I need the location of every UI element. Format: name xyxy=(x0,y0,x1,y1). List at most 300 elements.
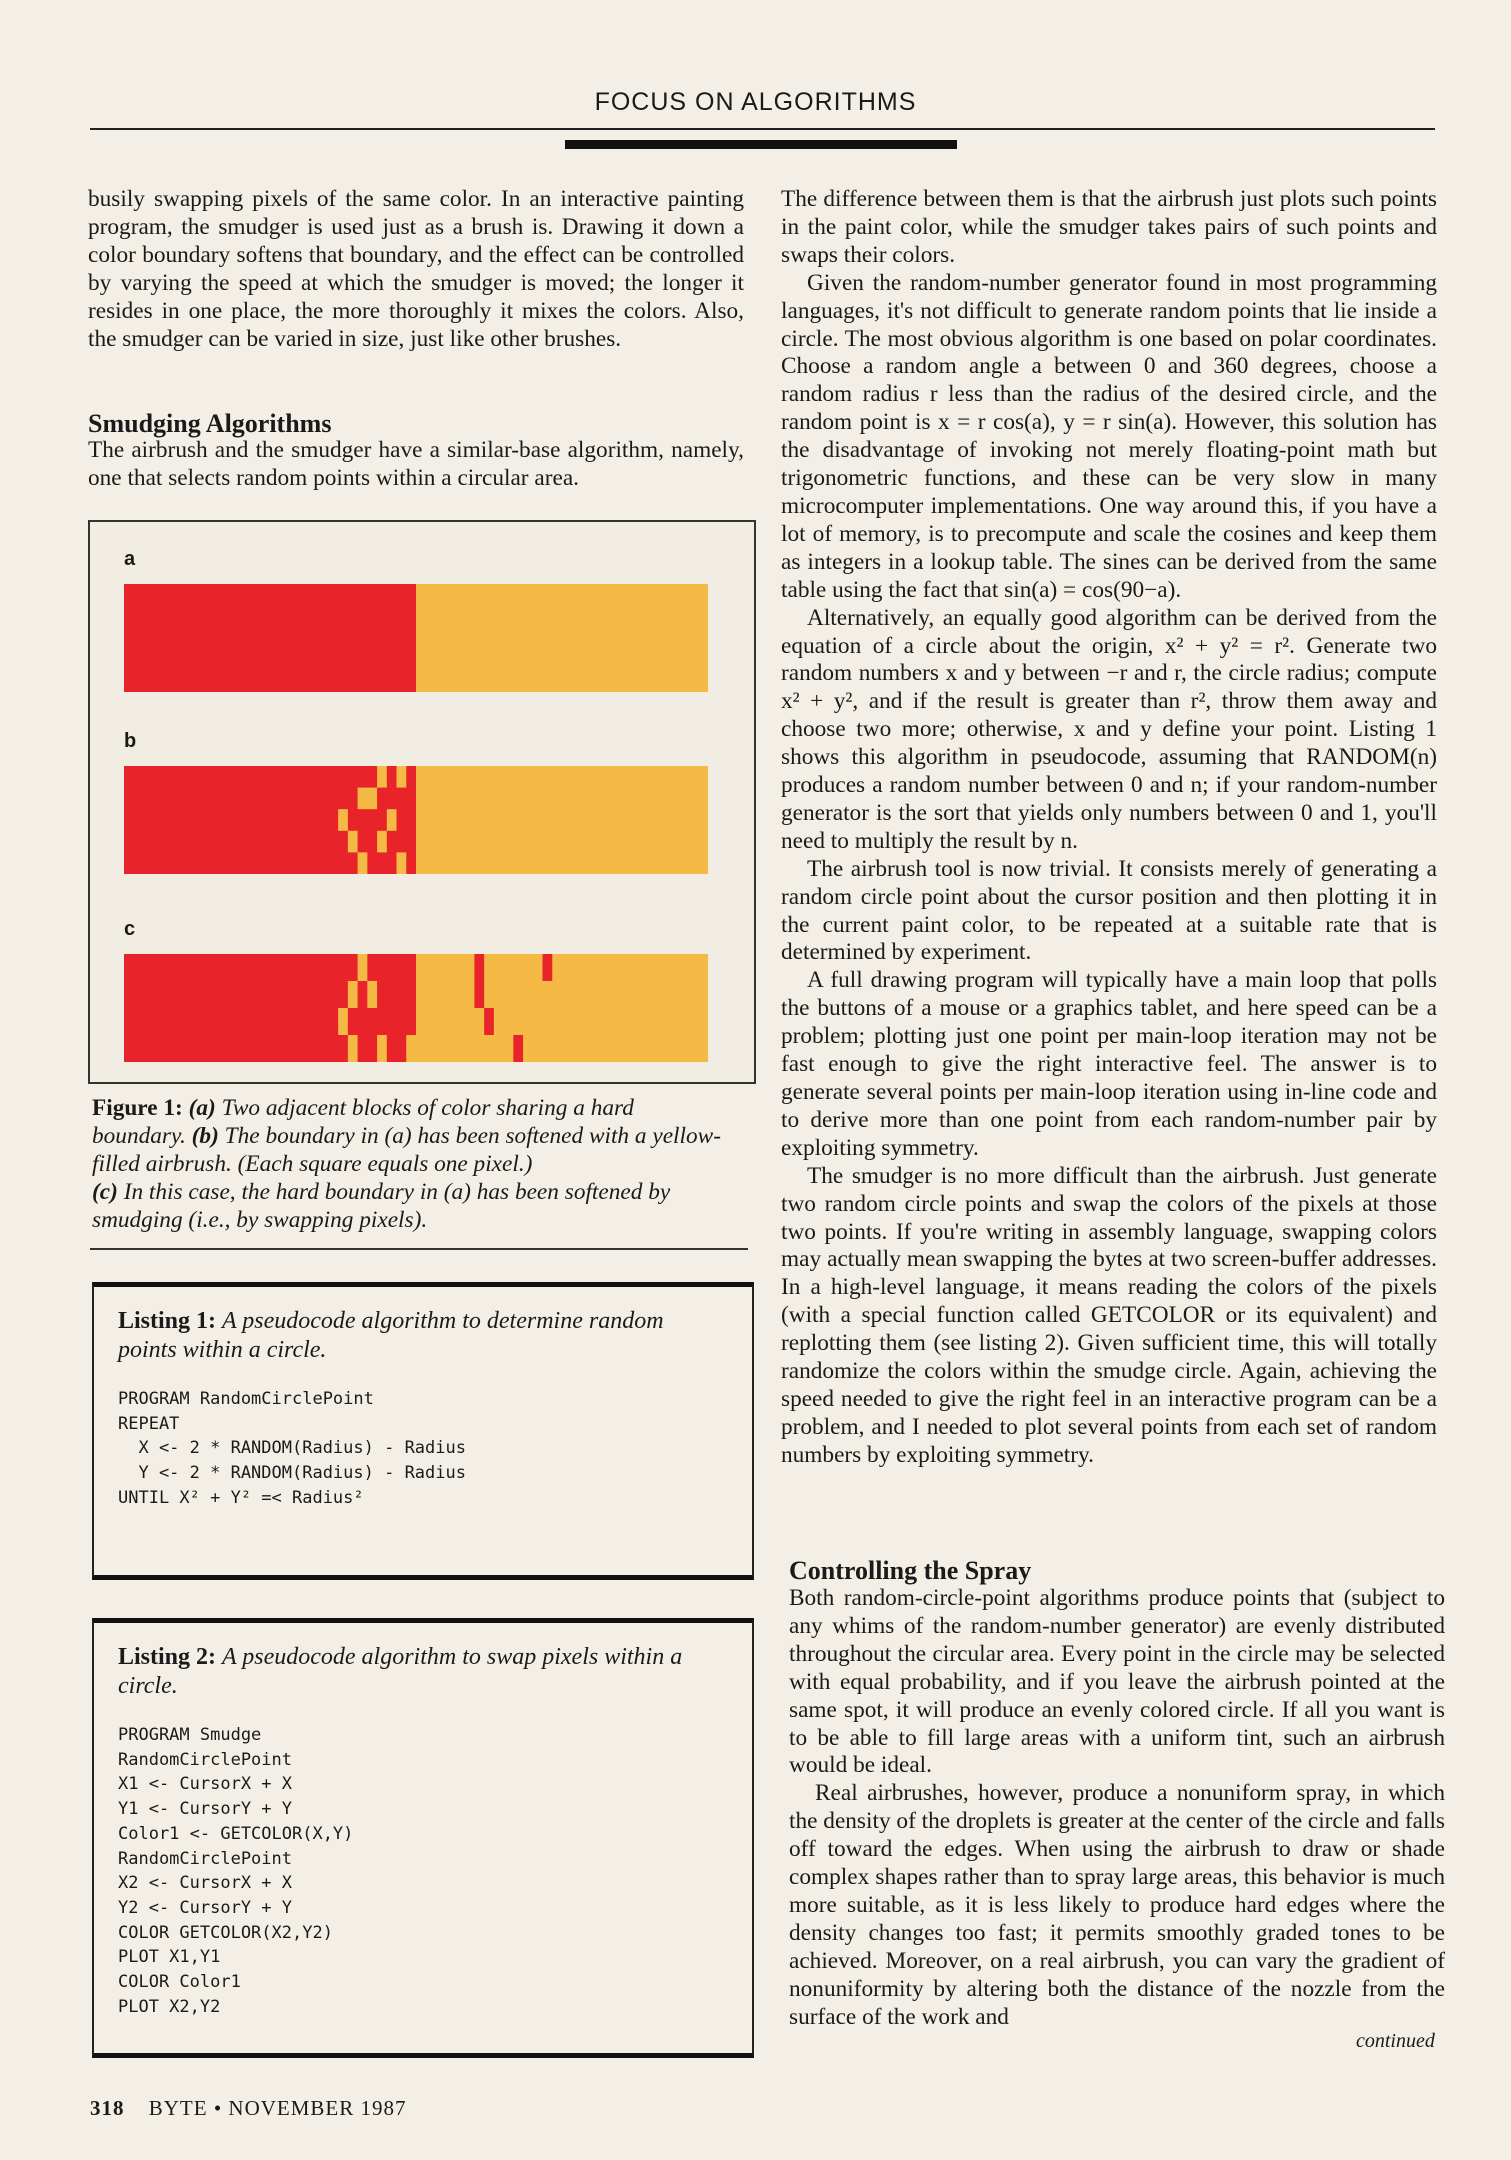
pixel-cell xyxy=(445,831,455,853)
pixel-cell xyxy=(358,981,368,1009)
pixel-cell xyxy=(270,1008,280,1036)
body-paragraph: The smudger is no more difficult than the airbrush. Just generate two random circle points and swap the colors of the pixels at those two points. If you're writing in assembly language, swapping colors may actually mean swapping the bytes at two screen-buffer addresses. In a high-level language, it means reading the colors of the pixels (with a special function called GETCOLOR or its equivalent) and replotting them (see listing 2). Given sufficient time, this will totally randomize the colors within the smudge circle. Again, achieving the speed needed to give the right feel in an interactive program can be a problem, and I needed to plot several points from each set of random numbers by exploiting symmetry. xyxy=(781,1162,1437,1468)
pixel-cell xyxy=(416,766,426,788)
pixel-cell xyxy=(124,954,134,982)
pixel-cell xyxy=(504,852,514,874)
pixel-cell xyxy=(319,852,329,874)
pixel-cell xyxy=(484,1035,494,1062)
pixel-cell xyxy=(212,1035,222,1062)
pixel-cell xyxy=(689,1035,699,1062)
pixel-cell xyxy=(513,1035,523,1062)
pixel-cell xyxy=(630,788,640,810)
pixel-cell xyxy=(251,1008,261,1036)
pixel-cell xyxy=(143,1035,153,1062)
pixel-cell xyxy=(202,981,212,1009)
pixel-cell xyxy=(377,1035,387,1062)
listing-1-label: Listing 1: xyxy=(118,1308,217,1334)
pixel-cell xyxy=(698,852,708,874)
pixel-cell xyxy=(280,1035,290,1062)
pixel-cell xyxy=(202,954,212,982)
pixel-cell xyxy=(533,1008,543,1036)
pixel-cell xyxy=(124,981,134,1009)
strip-c-pixels xyxy=(124,954,708,1062)
pixel-cell xyxy=(387,809,397,831)
pixel-cell xyxy=(562,766,572,788)
pixel-cell xyxy=(435,788,445,810)
pixel-cell xyxy=(581,1008,591,1036)
pixel-cell xyxy=(533,831,543,853)
pixel-cell xyxy=(231,831,241,853)
pixel-cell xyxy=(241,981,251,1009)
pixel-cell xyxy=(669,981,679,1009)
pixel-cell xyxy=(231,1008,241,1036)
pixel-cell xyxy=(581,1035,591,1062)
pixel-cell xyxy=(513,831,523,853)
pixel-cell xyxy=(543,788,553,810)
pixel-cell xyxy=(650,1035,660,1062)
pixel-cell xyxy=(192,1035,202,1062)
pixel-cell xyxy=(523,1008,533,1036)
pixel-cell xyxy=(270,981,280,1009)
pixel-cell xyxy=(241,954,251,982)
pixel-cell xyxy=(455,981,465,1009)
pixel-cell xyxy=(367,831,377,853)
pixel-cell xyxy=(397,852,407,874)
pixel-cell xyxy=(474,954,484,982)
pixel-cell xyxy=(387,1008,397,1036)
pixel-cell xyxy=(192,766,202,788)
code-line: PROGRAM RandomCirclePoint xyxy=(118,1389,374,1409)
pixel-cell xyxy=(679,981,689,1009)
pixel-cell xyxy=(358,809,368,831)
pixel-cell xyxy=(552,809,562,831)
pixel-cell xyxy=(406,981,416,1009)
pixel-cell xyxy=(698,831,708,853)
pixel-cell xyxy=(338,809,348,831)
pixel-cell xyxy=(299,1008,309,1036)
pixel-cell xyxy=(182,1008,192,1036)
pixel-cell xyxy=(601,1008,611,1036)
pixel-cell xyxy=(241,852,251,874)
body-paragraph: The airbrush tool is now trivial. It consists merely of generating a random circle point about the cursor position and then plotting it in the current paint color, to be repeated at a suitable rate that is determined by experiment. xyxy=(781,855,1437,966)
pixel-cell xyxy=(260,1035,270,1062)
running-header: FOCUS ON ALGORITHMS xyxy=(594,88,917,116)
pixel-cell xyxy=(348,852,358,874)
pixel-cell xyxy=(504,1008,514,1036)
pixel-cell xyxy=(562,1008,572,1036)
pixel-cell xyxy=(231,1035,241,1062)
pixel-cell xyxy=(202,809,212,831)
pixel-cell xyxy=(435,1008,445,1036)
pixel-cell xyxy=(221,1008,231,1036)
pixel-cell xyxy=(416,981,426,1009)
pixel-cell xyxy=(270,1035,280,1062)
pixel-cell xyxy=(698,809,708,831)
pixel-cell xyxy=(143,766,153,788)
pixel-cell xyxy=(358,954,368,982)
pixel-cell xyxy=(143,981,153,1009)
pixel-cell xyxy=(523,766,533,788)
pixel-cell xyxy=(543,809,553,831)
pixel-cell xyxy=(494,954,504,982)
pixel-cell xyxy=(435,981,445,1009)
pixel-cell xyxy=(289,788,299,810)
pixel-cell xyxy=(562,954,572,982)
pixel-cell xyxy=(328,766,338,788)
pixel-cell xyxy=(650,981,660,1009)
pixel-cell xyxy=(182,788,192,810)
pixel-cell xyxy=(562,788,572,810)
pixel-cell xyxy=(309,852,319,874)
pixel-cell xyxy=(251,788,261,810)
pixel-cell xyxy=(367,809,377,831)
pixel-cell xyxy=(630,1035,640,1062)
pixel-cell xyxy=(630,954,640,982)
pixel-cell xyxy=(630,852,640,874)
pixel-cell xyxy=(124,809,134,831)
pixel-cell xyxy=(494,1035,504,1062)
pixel-cell xyxy=(338,831,348,853)
pixel-cell xyxy=(377,809,387,831)
pixel-cell xyxy=(445,766,455,788)
pixel-cell xyxy=(173,788,183,810)
listing-1 xyxy=(92,1282,754,1580)
strip-a xyxy=(124,584,708,692)
pixel-cell xyxy=(328,981,338,1009)
pixel-cell xyxy=(435,1035,445,1062)
pixel-cell xyxy=(416,831,426,853)
pixel-cell xyxy=(212,831,222,853)
pixel-cell xyxy=(163,981,173,1009)
pixel-cell xyxy=(348,788,358,810)
pixel-cell xyxy=(659,788,669,810)
pixel-cell xyxy=(455,788,465,810)
figure-label-b: b xyxy=(124,730,137,752)
pixel-cell xyxy=(533,1035,543,1062)
pixel-cell xyxy=(251,954,261,982)
pixel-cell xyxy=(260,788,270,810)
pixel-cell xyxy=(134,1035,144,1062)
pixel-cell xyxy=(124,852,134,874)
pixel-cell xyxy=(611,788,621,810)
pixel-cell xyxy=(620,1008,630,1036)
pixel-cell xyxy=(397,766,407,788)
pixel-cell xyxy=(601,809,611,831)
pixel-cell xyxy=(562,831,572,853)
pixel-cell xyxy=(484,831,494,853)
pixel-cell xyxy=(319,954,329,982)
pixel-cell xyxy=(591,809,601,831)
page-footer xyxy=(90,2096,407,2121)
code-line: REPEAT xyxy=(118,1413,180,1434)
pixel-cell xyxy=(572,1008,582,1036)
pixel-cell xyxy=(328,809,338,831)
pixel-cell xyxy=(280,788,290,810)
pixel-cell xyxy=(640,809,650,831)
pixel-cell xyxy=(319,981,329,1009)
pixel-cell xyxy=(620,852,630,874)
pixel-cell xyxy=(552,954,562,982)
pixel-cell xyxy=(319,831,329,853)
page-number: 318 xyxy=(90,2096,125,2120)
pixel-cell xyxy=(698,981,708,1009)
pixel-cell xyxy=(669,788,679,810)
pixel-cell xyxy=(367,852,377,874)
pixel-cell xyxy=(192,981,202,1009)
pixel-cell xyxy=(523,981,533,1009)
pixel-cell xyxy=(202,766,212,788)
pixel-cell xyxy=(221,981,231,1009)
pixel-cell xyxy=(543,981,553,1009)
pixel-cell xyxy=(143,788,153,810)
pixel-cell xyxy=(260,954,270,982)
pixel-cell xyxy=(377,852,387,874)
pixel-cell xyxy=(367,981,377,1009)
header-rule xyxy=(90,128,1435,130)
pixel-cell xyxy=(241,809,251,831)
pixel-cell xyxy=(192,954,202,982)
pixel-cell xyxy=(640,954,650,982)
caption-b-text: The boundary in (a) has been softened with a yellow-filled airbrush. (Each square equals one pixel.) xyxy=(92,1123,721,1177)
pixel-cell xyxy=(221,788,231,810)
pixel-cell xyxy=(260,831,270,853)
pixel-cell xyxy=(659,831,669,853)
pixel-cell xyxy=(338,1035,348,1062)
pixel-cell xyxy=(581,766,591,788)
pixel-cell xyxy=(650,788,660,810)
pixel-cell xyxy=(426,1035,436,1062)
pixel-cell xyxy=(562,981,572,1009)
pixel-cell xyxy=(552,766,562,788)
pixel-cell xyxy=(270,788,280,810)
pixel-cell xyxy=(426,954,436,982)
pixel-cell xyxy=(153,852,163,874)
body-paragraph: A full drawing program will typically have a main loop that polls the buttons of a mouse or a graphics tablet, and here speed can be a problem; plotting just one point per main-loop iteration may not be fast enough to give the right interactive feel. The answer is to generate several points per main-loop iteration using in-line code and to derive more than one point from each random-number pair by exploiting symmetry. xyxy=(781,967,1437,1161)
pixel-cell xyxy=(552,852,562,874)
pixel-cell xyxy=(474,788,484,810)
code-line: X <- 2 * RANDOM(Radius) - Radius xyxy=(118,1438,466,1459)
pixel-cell xyxy=(572,766,582,788)
pixel-cell xyxy=(465,788,475,810)
pixel-cell xyxy=(397,981,407,1009)
pixel-cell xyxy=(552,1008,562,1036)
pixel-cell xyxy=(416,954,426,982)
pixel-cell xyxy=(251,981,261,1009)
pixel-cell xyxy=(572,954,582,982)
pixel-cell xyxy=(552,981,562,1009)
pixel-cell xyxy=(465,1008,475,1036)
pixel-cell xyxy=(260,852,270,874)
body-paragraph: Given the random-number generator found in most programming languages, it's not difficult to generate random points that lie inside a circle. The most obvious algorithm is one based on polar coordinates. Choose a random angle a between 0 and 360 degrees, choose a random radius r less than the radius of the desired circle, and the random point is x = r cos(a), y = r sin(a). However, this solution has the disadvantage of invoking not merely floating-point math but trigonometric functions, and these can be very slow in many microcomputer implementations. One way around this, if you have a lot of memory, is to precompute and scale the cosines and keep them as integers in a lookup table. The sines can be derived from the same table using the fact that sin(a) = cos(90−a). xyxy=(781,269,1437,603)
pixel-cell xyxy=(280,852,290,874)
pixel-cell xyxy=(650,809,660,831)
pixel-cell xyxy=(173,809,183,831)
code-line: Y1 <- CursorY + Y xyxy=(118,1799,292,1820)
pixel-cell xyxy=(358,1008,368,1036)
pixel-cell xyxy=(581,809,591,831)
pixel-cell xyxy=(572,831,582,853)
pixel-cell xyxy=(679,852,689,874)
code-line: Y <- 2 * RANDOM(Radius) - Radius xyxy=(118,1463,466,1484)
pixel-cell xyxy=(543,1008,553,1036)
pixel-cell xyxy=(426,809,436,831)
pixel-cell xyxy=(173,852,183,874)
pixel-cell xyxy=(465,1035,475,1062)
left-section xyxy=(88,437,744,493)
pixel-cell xyxy=(416,852,426,874)
pixel-cell xyxy=(260,1008,270,1036)
body-paragraph: Real airbrushes, however, produce a nonuniform spray, in which the density of the droplets is greater at the center of the circle and falls off toward the edges. When using the airbrush to draw or shade complex shapes rather than to spray large areas, this behavior is much more suitable, as it is less likely to produce hard edges where the density changes too fast; it permits smoothly graded tones to be achieved. Moreover, on a real airbrush, you can vary the gradient of nonuniformity by altering both the distance of the nozzle from the surface of the work and xyxy=(789,1780,1445,2030)
code-line: COLOR GETCOLOR(X2,Y2) xyxy=(118,1922,333,1943)
pixel-cell xyxy=(523,831,533,853)
pixel-cell xyxy=(504,981,514,1009)
pixel-cell xyxy=(504,831,514,853)
pixel-cell xyxy=(260,766,270,788)
pixel-cell xyxy=(611,809,621,831)
pixel-cell xyxy=(212,981,222,1009)
pixel-cell xyxy=(299,831,309,853)
pixel-cell xyxy=(358,831,368,853)
pixel-cell xyxy=(134,831,144,853)
pixel-cell xyxy=(611,831,621,853)
pixel-cell xyxy=(192,809,202,831)
pixel-cell xyxy=(572,981,582,1009)
pixel-cell xyxy=(153,809,163,831)
pixel-cell xyxy=(669,954,679,982)
pixel-cell xyxy=(679,954,689,982)
pixel-cell xyxy=(397,1008,407,1036)
pixel-cell xyxy=(231,852,241,874)
pixel-cell xyxy=(581,852,591,874)
code-line: Y2 <- CursorY + Y xyxy=(118,1897,292,1918)
pixel-cell xyxy=(338,766,348,788)
pixel-cell xyxy=(572,852,582,874)
pixel-cell xyxy=(679,766,689,788)
pixel-cell xyxy=(299,1035,309,1062)
pixel-cell xyxy=(523,809,533,831)
strip-a-red-block xyxy=(124,584,416,692)
pixel-cell xyxy=(445,852,455,874)
pixel-cell xyxy=(270,954,280,982)
pixel-cell xyxy=(543,852,553,874)
pixel-cell xyxy=(523,852,533,874)
section-heading: Smudging Algorithms xyxy=(88,409,332,438)
pixel-cell xyxy=(348,1035,358,1062)
pixel-cell xyxy=(134,788,144,810)
pixel-cell xyxy=(143,831,153,853)
pixel-cell xyxy=(319,1008,329,1036)
pixel-cell xyxy=(494,809,504,831)
pixel-cell xyxy=(387,766,397,788)
pixel-cell xyxy=(533,766,543,788)
pixel-cell xyxy=(367,766,377,788)
code-line: COLOR Color1 xyxy=(118,1972,241,1993)
pixel-cell xyxy=(309,1035,319,1062)
pixel-cell xyxy=(533,852,543,874)
pixel-cell xyxy=(494,831,504,853)
pixel-cell xyxy=(153,954,163,982)
pixel-cell xyxy=(455,809,465,831)
pixel-cell xyxy=(679,831,689,853)
pixel-cell xyxy=(533,981,543,1009)
pixel-cell xyxy=(299,954,309,982)
pixel-cell xyxy=(397,809,407,831)
pixel-cell xyxy=(455,852,465,874)
pixel-cell xyxy=(367,954,377,982)
pixel-cell xyxy=(143,809,153,831)
pixel-cell xyxy=(124,1035,134,1062)
pixel-cell xyxy=(348,766,358,788)
body-paragraph: Alternatively, an equally good algorithm can be derived from the equation of a circle about the origin, x² + y² = r². Generate two random numbers x and y between −r and r, the circle radius; compute x² + y², and if the result is greater than r², throw them away and choose two more; otherwise, x and y define your point. Listing 1 shows this algorithm in pseudocode, assuming that RANDOM(n) produces a random number between 0 and n; if your random-number generator is the sort that yields only numbers between 0 and 1, you'll need to multiply the result by n. xyxy=(781,604,1437,854)
pixel-cell xyxy=(309,766,319,788)
pixel-cell xyxy=(338,954,348,982)
pixel-cell xyxy=(679,1035,689,1062)
pixel-cell xyxy=(591,831,601,853)
code-line: Color1 <- GETCOLOR(X,Y) xyxy=(118,1823,354,1844)
magazine-line: BYTE • NOVEMBER 1987 xyxy=(148,2096,407,2120)
pixel-cell xyxy=(523,1035,533,1062)
pixel-cell xyxy=(474,831,484,853)
pixel-cell xyxy=(309,809,319,831)
pixel-cell xyxy=(611,766,621,788)
pixel-cell xyxy=(328,788,338,810)
pixel-cell xyxy=(231,788,241,810)
pixel-cell xyxy=(679,809,689,831)
pixel-cell xyxy=(348,954,358,982)
pixel-cell xyxy=(221,831,231,853)
pixel-cell xyxy=(358,852,368,874)
pixel-cell xyxy=(650,766,660,788)
pixel-cell xyxy=(494,1008,504,1036)
pixel-cell xyxy=(611,981,621,1009)
pixel-cell xyxy=(669,766,679,788)
pixel-cell xyxy=(689,809,699,831)
pixel-cell xyxy=(348,1008,358,1036)
listing-1-title xyxy=(118,1307,728,1365)
pixel-cell xyxy=(163,788,173,810)
pixel-cell xyxy=(513,981,523,1009)
pixel-cell xyxy=(241,1035,251,1062)
pixel-cell xyxy=(348,981,358,1009)
pixel-cell xyxy=(202,831,212,853)
code-line: PLOT X1,Y1 xyxy=(118,1947,221,1968)
pixel-cell xyxy=(124,1008,134,1036)
pixel-cell xyxy=(513,766,523,788)
pixel-cell xyxy=(367,1035,377,1062)
pixel-cell xyxy=(659,766,669,788)
pixel-cell xyxy=(689,831,699,853)
pixel-cell xyxy=(474,852,484,874)
code-line: PLOT X2,Y2 xyxy=(118,1996,221,2017)
pixel-cell xyxy=(474,1035,484,1062)
pixel-cell xyxy=(231,809,241,831)
pixel-cell xyxy=(445,1035,455,1062)
pixel-cell xyxy=(367,788,377,810)
strip-b xyxy=(124,766,708,874)
pixel-cell xyxy=(270,809,280,831)
pixel-cell xyxy=(698,1008,708,1036)
pixel-cell xyxy=(173,981,183,1009)
pixel-cell xyxy=(358,788,368,810)
pixel-cell xyxy=(445,809,455,831)
pixel-cell xyxy=(640,788,650,810)
pixel-cell xyxy=(504,809,514,831)
pixel-cell xyxy=(689,788,699,810)
pixel-cell xyxy=(465,954,475,982)
pixel-cell xyxy=(620,809,630,831)
pixel-cell xyxy=(143,1008,153,1036)
pixel-cell xyxy=(280,766,290,788)
